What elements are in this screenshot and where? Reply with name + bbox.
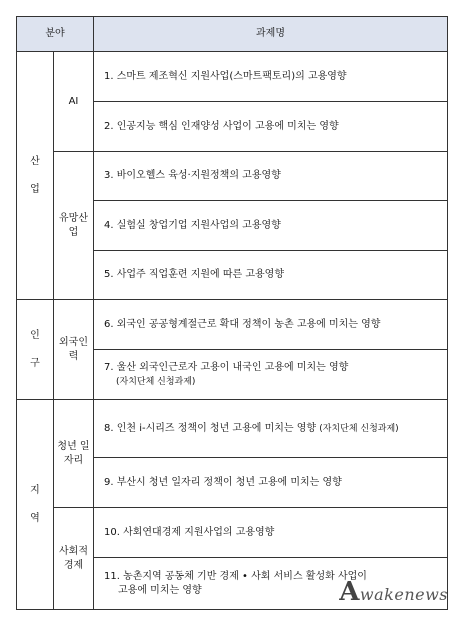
group-region-char-2: 역 xyxy=(30,512,40,524)
task-row-2: 2. 인공지능 핵심 인재양성 사업이 고용에 미치는 영향 xyxy=(93,101,447,151)
subgroup-foreign: 외국인 력 xyxy=(53,299,93,399)
group-industry-char-1: 산 xyxy=(30,155,40,167)
task-row-5: 5. 사업주 직업훈련 지원에 따른 고용영향 xyxy=(93,250,447,299)
header-field: 분야 xyxy=(17,17,93,52)
watermark-logo-mark: A xyxy=(339,577,360,607)
group-population xyxy=(17,299,53,399)
project-table xyxy=(16,16,448,610)
task-8-text: 8. 인천 i-시리즈 정책이 청년 고용에 미치는 영향 xyxy=(104,422,317,434)
awakenews-watermark xyxy=(339,577,448,607)
task-row-9: 9. 부산시 청년 일자리 정책이 청년 고용에 미치는 영향 xyxy=(93,457,447,507)
subgroup-social: 사회적 경제 xyxy=(53,507,93,609)
task-row-1: 1. 스마트 제조혁신 지원사업(스마트팩토리)의 고용영향 xyxy=(93,52,447,101)
subgroup-ai: AI xyxy=(53,52,93,151)
watermark-text: wakenews xyxy=(359,585,448,604)
header-task: 과제명 xyxy=(93,17,447,52)
task-11-line-1: 11. 농촌지역 공동체 기반 경제 • 사회 서비스 활성화 사업이 xyxy=(104,570,367,582)
group-population-char-1: 인 xyxy=(30,329,40,341)
task-row-6: 6. 외국인 공공형계절근로 확대 정책이 농촌 고용에 미치는 영향 xyxy=(93,299,447,349)
group-industry xyxy=(17,52,53,299)
group-region-char-1: 지 xyxy=(30,484,40,496)
task-row-3: 3. 바이오헬스 육성·지원정책의 고용영향 xyxy=(93,151,447,200)
task-row-8 xyxy=(93,399,447,457)
group-population-char-2: 구 xyxy=(30,357,40,369)
task-8-note: (자치단체 신청과제) xyxy=(319,423,399,434)
subgroup-promising: 유망산 업 xyxy=(53,151,93,299)
subgroup-youth: 청년 일 자리 xyxy=(53,399,93,507)
task-row-7 xyxy=(93,349,447,399)
task-11-line-2: 고용에 미치는 영향 xyxy=(118,584,202,596)
task-row-10: 10. 사회연대경제 지원사업의 고용영향 xyxy=(93,507,447,557)
task-7-text: 7. 울산 외국인근로자 고용이 내국인 고용에 미치는 영향 xyxy=(104,361,349,373)
task-row-4: 4. 실험실 창업기업 지원사업의 고용영향 xyxy=(93,200,447,250)
task-8-text-wrap xyxy=(104,422,399,436)
group-industry-char-2: 업 xyxy=(30,183,40,195)
task-7-note: (자치단체 신청과제) xyxy=(116,376,196,387)
group-region xyxy=(17,399,53,609)
